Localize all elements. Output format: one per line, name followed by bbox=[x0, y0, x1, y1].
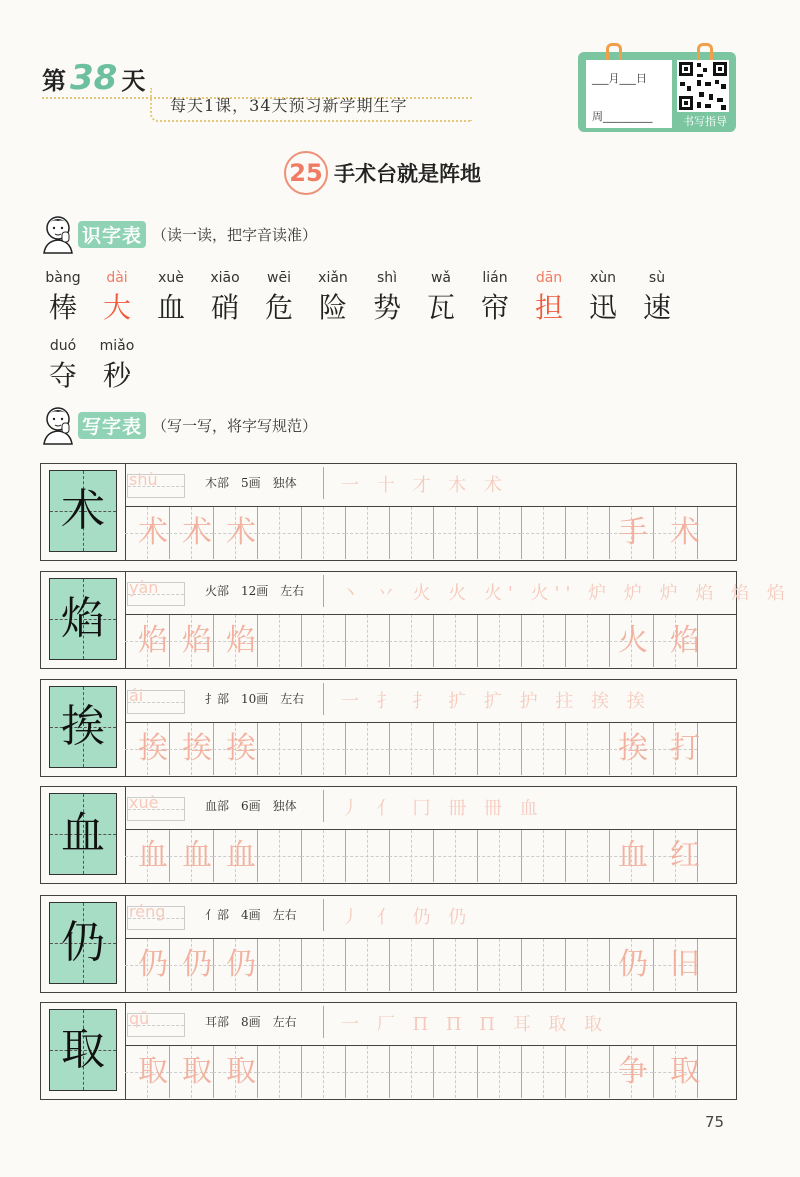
write-row bbox=[40, 1002, 737, 1100]
recognize-item bbox=[468, 270, 522, 326]
practice-cell[interactable] bbox=[433, 939, 478, 991]
model-char: 焰 bbox=[61, 593, 105, 644]
practice-cell[interactable] bbox=[301, 615, 346, 667]
practice-cell[interactable] bbox=[433, 1046, 478, 1098]
trace-char: 术 bbox=[182, 515, 212, 550]
recognize-pinyin: dài bbox=[106, 270, 128, 286]
stroke-count: 5画 bbox=[241, 476, 261, 490]
recognize-item bbox=[360, 270, 414, 326]
practice-cell[interactable] bbox=[389, 939, 434, 991]
stroke-order: 一 扌 扌 扩 扩 护 拄 挨 挨 bbox=[341, 691, 651, 712]
practice-grid bbox=[125, 722, 736, 775]
stroke-order: 一 厂 Π Π Π 耳 取 取 bbox=[341, 1014, 609, 1035]
recognize-pinyin: lián bbox=[482, 270, 508, 286]
word-char: 火 bbox=[618, 623, 648, 658]
practice-cell[interactable] bbox=[257, 830, 302, 882]
trace-char: 仍 bbox=[182, 947, 212, 982]
structure: 左右 bbox=[280, 692, 305, 706]
practice-cell[interactable] bbox=[301, 1046, 346, 1098]
practice-cell[interactable] bbox=[565, 723, 610, 775]
trace-char: 仍 bbox=[138, 947, 168, 982]
write-row bbox=[40, 895, 737, 993]
qr-code-icon[interactable] bbox=[677, 60, 729, 112]
recognize-item bbox=[306, 270, 360, 326]
qr-label: 书写指导 bbox=[683, 115, 727, 128]
slogan: 每天1课，34天预习新学期生字 bbox=[170, 96, 408, 115]
recognize-row bbox=[36, 270, 684, 326]
practice-cell[interactable] bbox=[433, 830, 478, 882]
trace-char: 仍 bbox=[226, 947, 256, 982]
practice-cell[interactable] bbox=[565, 507, 610, 559]
recognize-char: 夺 bbox=[48, 359, 77, 392]
char-info bbox=[205, 797, 309, 814]
practice-grid bbox=[125, 829, 736, 882]
recognize-item bbox=[90, 270, 144, 326]
practice-cell[interactable] bbox=[345, 939, 390, 991]
recognize-char: 危 bbox=[264, 291, 293, 324]
practice-cell[interactable] bbox=[345, 1046, 390, 1098]
recognize-item bbox=[36, 270, 90, 326]
practice-cell[interactable] bbox=[521, 1046, 566, 1098]
model-char-box bbox=[49, 686, 117, 768]
recognize-char: 速 bbox=[642, 291, 671, 324]
recognize-pinyin: duó bbox=[49, 338, 77, 354]
trace-char: 焰 bbox=[226, 623, 256, 658]
word-char: 争 bbox=[618, 1054, 648, 1089]
recognize-pinyin: wēi bbox=[267, 270, 291, 286]
practice-cell[interactable] bbox=[389, 615, 434, 667]
practice-cell[interactable] bbox=[521, 507, 566, 559]
day-title bbox=[42, 58, 146, 98]
recognize-char: 血 bbox=[156, 291, 185, 324]
practice-cell[interactable] bbox=[477, 507, 522, 559]
pinyin-trace: ái bbox=[129, 686, 144, 705]
pinyin-trace: xuè bbox=[129, 793, 159, 812]
recognize-char: 硝 bbox=[210, 291, 239, 324]
recognize-item bbox=[90, 338, 144, 394]
word-char: 红 bbox=[670, 838, 700, 873]
practice-cell[interactable] bbox=[565, 1046, 610, 1098]
write-row bbox=[40, 463, 737, 561]
model-char: 血 bbox=[61, 808, 105, 859]
word-char: 取 bbox=[670, 1054, 700, 1089]
model-char-box bbox=[49, 793, 117, 875]
recognize-char: 大 bbox=[102, 291, 131, 324]
practice-grid bbox=[125, 506, 736, 559]
recognize-char: 瓦 bbox=[426, 291, 455, 324]
recognize-item bbox=[414, 270, 468, 326]
recognize-item bbox=[576, 270, 630, 326]
trace-char: 术 bbox=[226, 515, 256, 550]
practice-cell[interactable] bbox=[345, 507, 390, 559]
model-char-box bbox=[49, 902, 117, 984]
recognize-item bbox=[36, 338, 90, 394]
recognize-row bbox=[36, 338, 144, 394]
recognize-item bbox=[198, 270, 252, 326]
practice-cell[interactable] bbox=[477, 615, 522, 667]
recognize-item bbox=[252, 270, 306, 326]
pinyin-trace: qǔ bbox=[129, 1009, 150, 1028]
recognize-char: 帘 bbox=[480, 291, 509, 324]
char-info bbox=[205, 690, 316, 707]
word-char: 旧 bbox=[670, 947, 700, 982]
practice-cell[interactable] bbox=[477, 1046, 522, 1098]
write-row bbox=[40, 571, 791, 669]
practice-cell[interactable] bbox=[345, 615, 390, 667]
stroke-order: 丿 亻 仍 仍 bbox=[341, 907, 473, 928]
recognize-char: 担 bbox=[534, 291, 563, 324]
recognize-pinyin: miǎo bbox=[99, 338, 135, 354]
lesson-number: 25 bbox=[284, 151, 328, 195]
day-prefix: 第 bbox=[42, 67, 66, 95]
trace-char: 术 bbox=[138, 515, 168, 550]
practice-cell[interactable] bbox=[301, 830, 346, 882]
write-section-head bbox=[38, 404, 317, 446]
structure: 左右 bbox=[272, 908, 297, 922]
recognize-badge: 识字表 bbox=[78, 221, 146, 248]
recognize-pinyin: xuè bbox=[158, 270, 184, 286]
trace-char: 血 bbox=[182, 838, 212, 873]
write-badge: 写字表 bbox=[78, 412, 146, 439]
practice-cell[interactable] bbox=[521, 830, 566, 882]
stroke-order: 丿 亻 冂 冊 冊 血 bbox=[341, 798, 544, 819]
recognize-pinyin: bàng bbox=[45, 270, 81, 286]
practice-cell[interactable] bbox=[433, 615, 478, 667]
stroke-count: 12画 bbox=[241, 584, 269, 598]
day-number: 38 bbox=[70, 58, 118, 98]
recognize-pinyin: xiǎn bbox=[318, 270, 348, 286]
word-char: 挨 bbox=[618, 731, 648, 766]
trace-char: 挨 bbox=[226, 731, 256, 766]
char-info bbox=[205, 582, 316, 599]
practice-cell[interactable] bbox=[477, 830, 522, 882]
trace-char: 挨 bbox=[138, 731, 168, 766]
practice-cell[interactable] bbox=[257, 939, 302, 991]
radical: 血部 bbox=[205, 799, 230, 813]
recognize-char: 迅 bbox=[588, 291, 617, 324]
practice-cell[interactable] bbox=[389, 507, 434, 559]
trace-char: 焰 bbox=[138, 623, 168, 658]
model-char-box bbox=[49, 470, 117, 552]
practice-cell[interactable] bbox=[301, 507, 346, 559]
model-char: 仍 bbox=[61, 917, 105, 968]
practice-cell[interactable] bbox=[257, 615, 302, 667]
practice-grid bbox=[125, 938, 736, 991]
stroke-count: 4画 bbox=[241, 908, 261, 922]
char-info bbox=[205, 1013, 309, 1030]
page-number: 75 bbox=[705, 1113, 725, 1131]
model-char-box bbox=[49, 578, 117, 660]
recognize-pinyin: sù bbox=[648, 270, 666, 286]
practice-cell[interactable] bbox=[565, 830, 610, 882]
pinyin-trace: réng bbox=[129, 902, 166, 921]
recognize-pinyin: xùn bbox=[589, 270, 617, 286]
practice-cell[interactable] bbox=[257, 723, 302, 775]
stroke-count: 10画 bbox=[241, 692, 269, 706]
trace-char: 血 bbox=[138, 838, 168, 873]
trace-char: 取 bbox=[138, 1054, 168, 1089]
practice-cell[interactable] bbox=[477, 723, 522, 775]
model-char: 挨 bbox=[61, 701, 105, 752]
stroke-order: 一 十 才 木 术 bbox=[341, 475, 508, 496]
practice-cell[interactable] bbox=[477, 939, 522, 991]
practice-cell[interactable] bbox=[565, 939, 610, 991]
write-row bbox=[40, 786, 737, 884]
char-info bbox=[205, 906, 309, 923]
practice-cell[interactable] bbox=[301, 939, 346, 991]
trace-char: 血 bbox=[226, 838, 256, 873]
word-char: 打 bbox=[670, 731, 700, 766]
structure: 左右 bbox=[272, 1015, 297, 1029]
stroke-count: 8画 bbox=[241, 1015, 261, 1029]
write-note: （写一写，将字写规范） bbox=[152, 416, 318, 435]
practice-cell[interactable] bbox=[301, 723, 346, 775]
structure: 独体 bbox=[272, 799, 297, 813]
structure: 左右 bbox=[280, 584, 305, 598]
practice-cell[interactable] bbox=[257, 1046, 302, 1098]
pinyin-trace: yàn bbox=[129, 578, 159, 597]
recognize-char: 势 bbox=[372, 291, 401, 324]
recognize-pinyin: wǎ bbox=[430, 270, 452, 286]
practice-cell[interactable] bbox=[345, 723, 390, 775]
day-suffix: 天 bbox=[121, 67, 146, 95]
word-char: 血 bbox=[618, 838, 648, 873]
recognize-item bbox=[630, 270, 684, 326]
word-char: 术 bbox=[670, 515, 700, 550]
recognize-item bbox=[144, 270, 198, 326]
trace-char: 焰 bbox=[182, 623, 212, 658]
recognize-char: 秒 bbox=[102, 359, 131, 392]
recognize-char: 棒 bbox=[48, 291, 77, 324]
radical: 亻部 bbox=[205, 908, 230, 922]
recognize-pinyin: shì bbox=[376, 270, 398, 286]
boy-reading-icon bbox=[38, 213, 78, 255]
practice-cell[interactable] bbox=[521, 723, 566, 775]
practice-cell[interactable] bbox=[565, 615, 610, 667]
practice-cell[interactable] bbox=[433, 723, 478, 775]
practice-grid bbox=[125, 1045, 736, 1098]
structure: 独体 bbox=[272, 476, 297, 490]
word-char: 仍 bbox=[618, 947, 648, 982]
radical: 耳部 bbox=[205, 1015, 230, 1029]
word-char: 焰 bbox=[670, 623, 700, 658]
recognize-item bbox=[522, 270, 576, 326]
radical: 火部 bbox=[205, 584, 230, 598]
recognize-char: 险 bbox=[318, 291, 347, 324]
boy-writing-icon bbox=[38, 404, 78, 446]
date-week-field[interactable]: 周_________ bbox=[592, 110, 653, 123]
practice-cell[interactable] bbox=[345, 830, 390, 882]
practice-cell[interactable] bbox=[389, 830, 434, 882]
char-info bbox=[205, 474, 309, 491]
write-row bbox=[40, 679, 737, 777]
model-char: 术 bbox=[61, 485, 105, 536]
practice-cell[interactable] bbox=[389, 723, 434, 775]
model-char: 取 bbox=[61, 1024, 105, 1075]
practice-grid bbox=[125, 614, 736, 667]
trace-char: 取 bbox=[226, 1054, 256, 1089]
recognize-pinyin: dān bbox=[535, 270, 563, 286]
trace-char: 挨 bbox=[182, 731, 212, 766]
stroke-count: 6画 bbox=[241, 799, 261, 813]
trace-char: 取 bbox=[182, 1054, 212, 1089]
word-char: 手 bbox=[618, 515, 648, 550]
stroke-order: 丶 丷 火 火 火' 火'' 炉 炉 炉 焰 焰 焰 bbox=[341, 583, 791, 604]
practice-cell[interactable] bbox=[257, 507, 302, 559]
practice-cell[interactable] bbox=[389, 1046, 434, 1098]
pinyin-trace: shù bbox=[129, 470, 158, 489]
lesson-title: 手术台就是阵地 bbox=[334, 162, 481, 186]
model-char-box bbox=[49, 1009, 117, 1091]
recognize-pinyin: xiāo bbox=[210, 270, 240, 286]
radical: 扌部 bbox=[205, 692, 230, 706]
practice-cell[interactable] bbox=[521, 939, 566, 991]
radical: 木部 bbox=[205, 476, 230, 490]
recognize-note: （读一读，把字音读准） bbox=[152, 225, 318, 244]
practice-cell[interactable] bbox=[521, 615, 566, 667]
recognize-section-head bbox=[38, 213, 317, 255]
date-month-field[interactable]: ___月___日 bbox=[592, 72, 647, 85]
practice-cell[interactable] bbox=[433, 507, 478, 559]
